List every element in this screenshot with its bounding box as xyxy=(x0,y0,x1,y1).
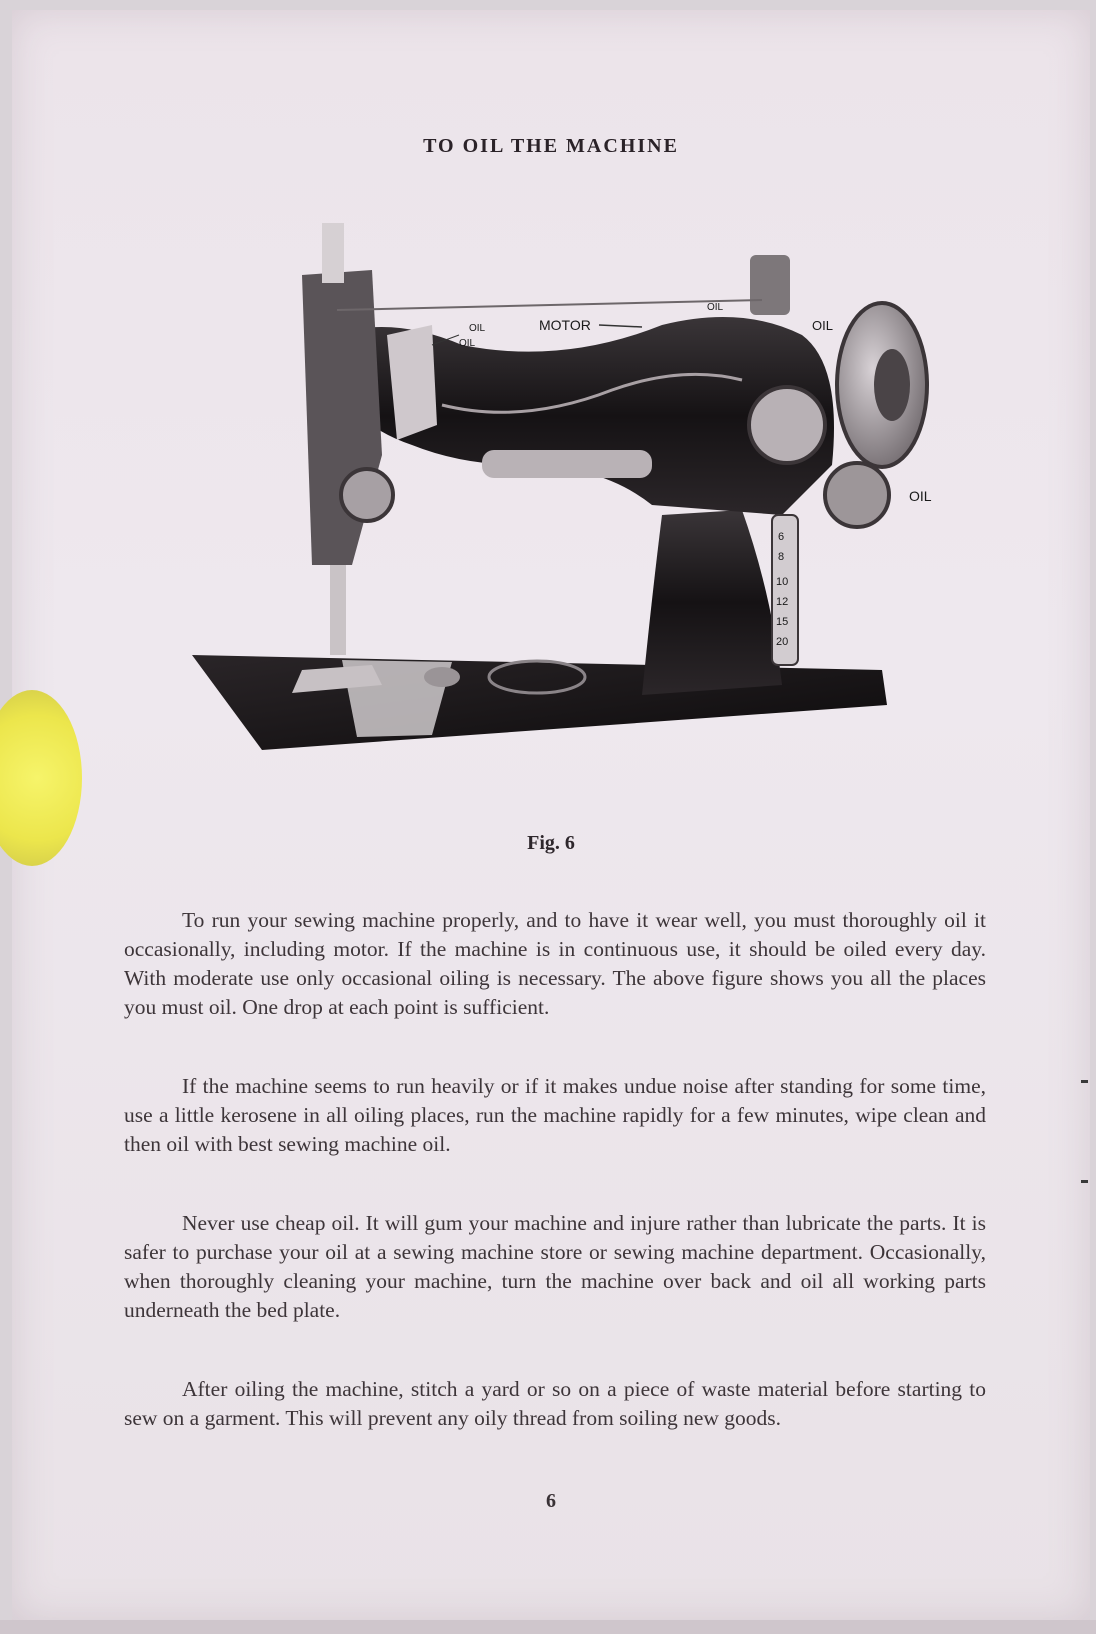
book-page xyxy=(12,10,1090,1620)
tension-dial xyxy=(341,469,393,521)
paragraph-cheap-oil: Never use cheap oil. It will gum your machine and injure rather than lubricate the parts. It is safer to purchase your oil at a sewing machine store or sewing machine department. Occasionally, when thoroughly cleaning your machine, turn the machine over back and oil all working parts underneath the bed plate. xyxy=(124,1211,986,1322)
gauge-label-15: 15 xyxy=(776,616,789,628)
figure-caption: Fig. 6 xyxy=(527,832,575,854)
hand-wheel-cover xyxy=(749,387,825,463)
gauge-label-10: 10 xyxy=(776,576,789,588)
gauge-label-8: 8 xyxy=(778,551,785,563)
edge-mark xyxy=(1081,1080,1088,1083)
presser-bar-top xyxy=(322,223,344,283)
paragraph-oiling: To run your sewing machine properly, and to have it wear well, you must thoroughly oil it occasionally, including motor. If the machine is in continuous use, it should be oiled every day. With moderate use only occasional oiling is necessary. The above figure shows you all the places you must oil. One drop at each point is sufficient. xyxy=(124,908,986,1019)
page-bottom-edge xyxy=(0,1620,1096,1634)
oil-label-top: OIL xyxy=(707,302,724,313)
oil-label-left-upper: OIL xyxy=(469,323,486,334)
motor-leader xyxy=(599,325,642,327)
needle-bar xyxy=(330,565,346,655)
page-heading: TO OIL THE MACHINE xyxy=(423,135,679,157)
thread-line xyxy=(337,300,762,310)
sewing-machine-illustration xyxy=(182,215,982,795)
motor-label: MOTOR xyxy=(539,317,591,333)
wheel-hub xyxy=(874,349,910,421)
gauge-label-12: 12 xyxy=(776,596,789,608)
bed-knob xyxy=(424,667,460,687)
oil-label-right-lower: OIL xyxy=(909,488,932,504)
page-number: 6 xyxy=(546,1490,556,1512)
paragraph-kerosene: If the machine seems to run heavily or if it makes undue noise after standing for some time, use a little kerosene in all oiling places, run the machine rapidly for a few minutes, wipe clean and then oil with best sewing machine oil. xyxy=(124,1074,986,1156)
paragraph-waste-material: After oiling the machine, stitch a yard or so on a piece of waste material before starting to sew on a garment. This will prevent any oily thread from soiling new goods. xyxy=(124,1377,986,1430)
oil-label-left-lower: OIL xyxy=(459,338,476,349)
bobbin-winder xyxy=(825,463,889,527)
oil-label-right-upper: OIL xyxy=(812,318,833,333)
gauge-label-6: 6 xyxy=(778,531,785,543)
bed-plate xyxy=(192,655,887,750)
spool-pin xyxy=(750,255,790,315)
motor-housing xyxy=(482,450,652,478)
gauge-label-20: 20 xyxy=(776,636,789,648)
edge-mark xyxy=(1081,1180,1088,1183)
